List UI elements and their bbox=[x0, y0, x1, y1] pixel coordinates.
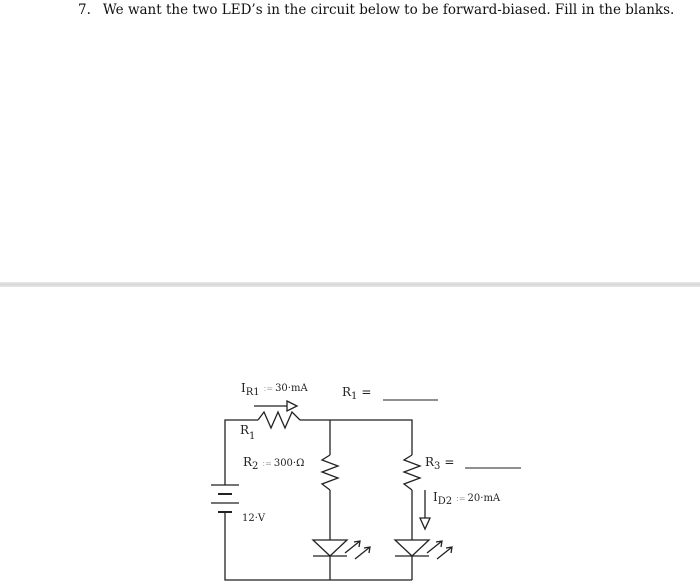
led-2 bbox=[395, 540, 452, 559]
question-number: 7. bbox=[78, 2, 91, 18]
led-1 bbox=[313, 540, 370, 559]
question-body: We want the two LED’s in the circuit below to be forward-biased. Fill in the blanks. bbox=[102, 2, 675, 18]
r2-resistor bbox=[322, 455, 338, 490]
ir1-label: $I_{R1}$ := 30·mA bbox=[241, 381, 308, 398]
id2-label: $I_{D2}$ := 20·mA bbox=[433, 490, 501, 507]
r2-label: $R_2$ := 300·Ω bbox=[243, 455, 305, 472]
r3-resistor bbox=[404, 455, 420, 490]
id2-current-arrow bbox=[420, 490, 430, 529]
r1-label: $R_1$ bbox=[240, 423, 256, 442]
r1-blank-label: $R_1$ = bbox=[342, 385, 372, 402]
battery-symbol bbox=[211, 485, 239, 512]
r1-resistor bbox=[258, 412, 300, 428]
battery-voltage-label: 12·V bbox=[242, 513, 266, 524]
ir1-current-arrow bbox=[254, 401, 297, 411]
r3-blank-label: $R_3$ = bbox=[425, 455, 455, 472]
